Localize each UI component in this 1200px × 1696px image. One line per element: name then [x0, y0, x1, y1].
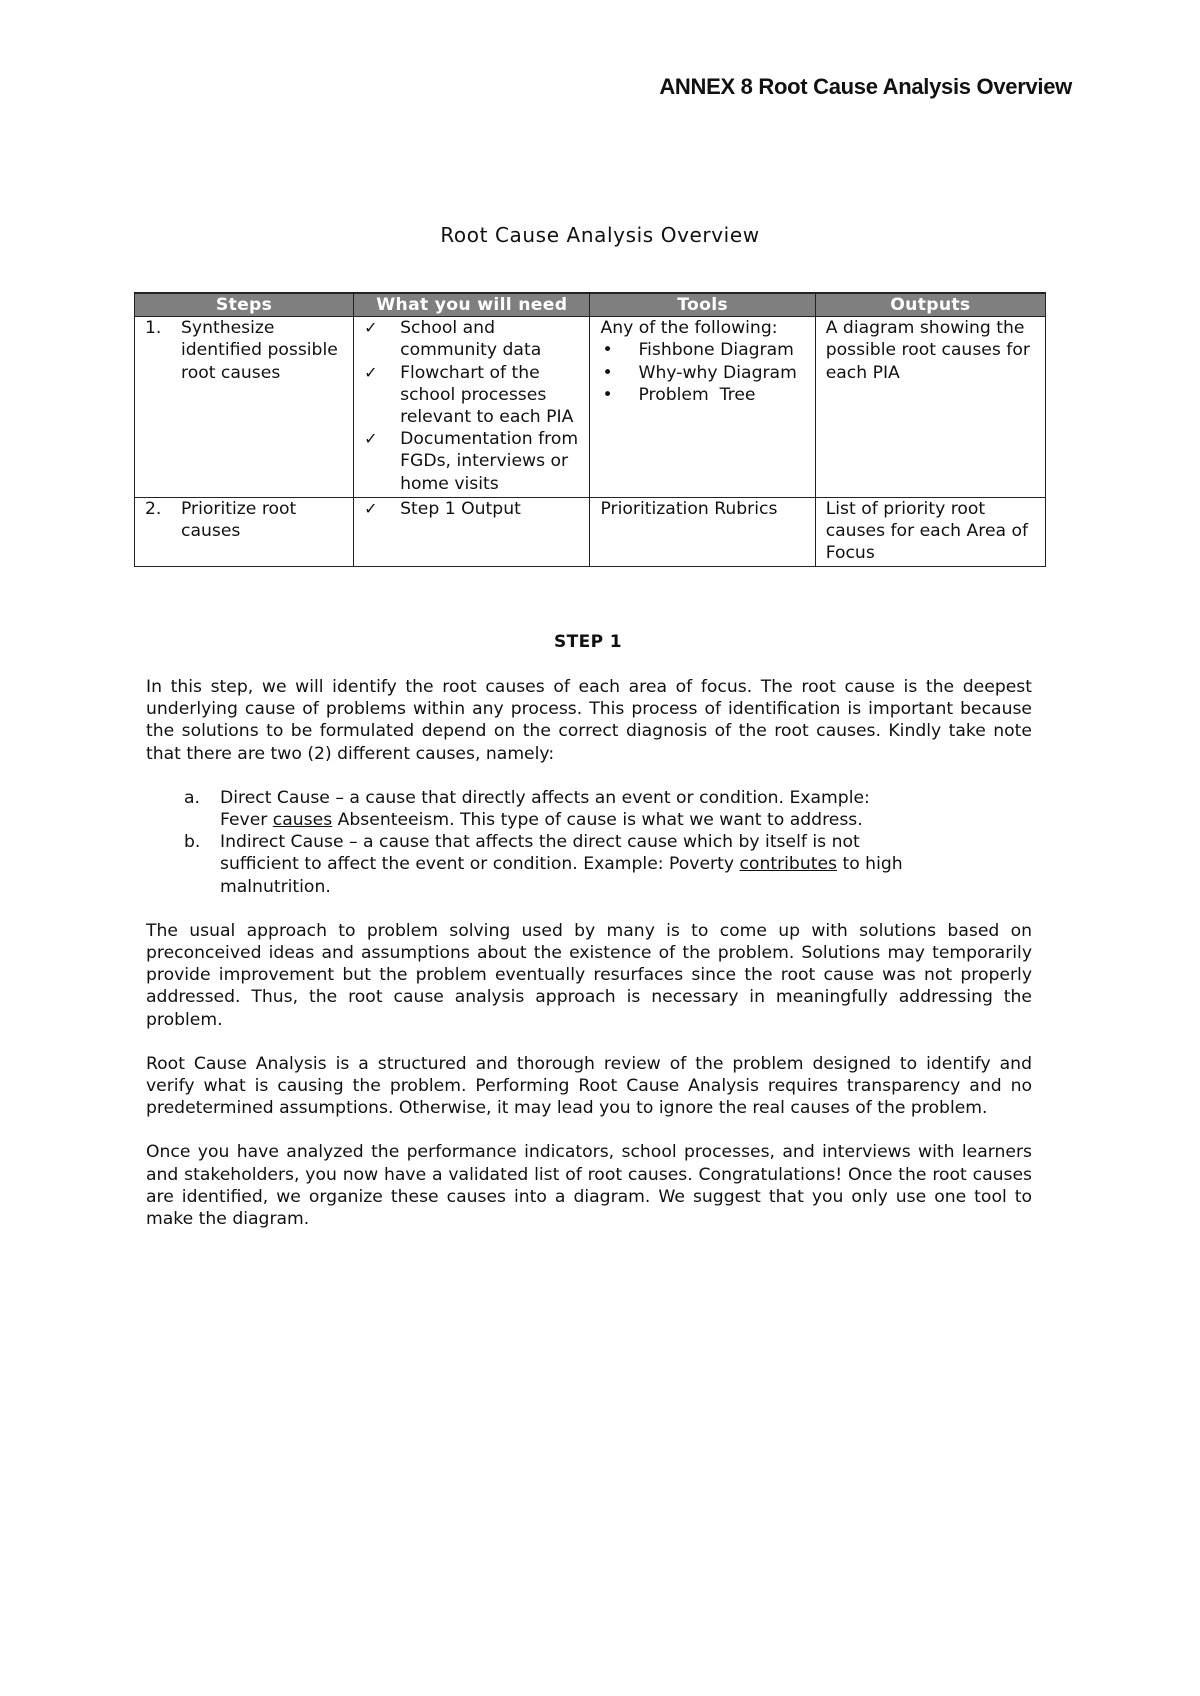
- table-row: [135, 317, 1046, 498]
- need-text: Flowchart of the school processes relevant to each PIA: [400, 362, 574, 428]
- step-heading: STEP 1: [553, 632, 623, 652]
- checkmark-icon: ✓: [364, 498, 378, 518]
- body-paragraph: Root Cause Analysis is a structured and thorough review of the problem designed to identify and verify what is causing the problem. Performing Root Cause Analysis requires transparency and no predetermined assumptions. Otherwise, it may lead you to ignore the real causes of the problem.: [146, 1053, 1032, 1119]
- column-header-outputs: Outputs: [815, 293, 1045, 317]
- needs-cell: [354, 317, 590, 498]
- list-item: [600, 384, 808, 406]
- list-item: [184, 831, 918, 898]
- causes-list: [146, 787, 918, 898]
- table-header-row: [135, 293, 1046, 317]
- column-header-steps: Steps: [135, 293, 354, 317]
- tool-text: Why-why Diagram: [638, 362, 797, 383]
- underlined-word: causes: [272, 810, 333, 831]
- checkmark-icon: ✓: [364, 318, 378, 338]
- root-cause-table: [134, 292, 1046, 567]
- list-item: [184, 787, 918, 831]
- table-row: [135, 497, 1046, 567]
- tools-cell: Prioritization Rubrics: [590, 497, 815, 567]
- body-paragraph: The usual approach to problem solving used by many is to come up with solutions based on preconceived ideas and assumptions about the existence of the problem. Solutions may temporarily provide improvement but the problem eventually resurfaces since the root cause was not properly addressed. Thus, the root cause analysis approach is necessary in meaningfully addressing the problem.: [146, 920, 1032, 1030]
- step-number: 2.: [145, 498, 162, 519]
- annex-header: ANNEX 8 Root Cause Analysis Overview: [659, 74, 1072, 99]
- tool-text: Problem Tree: [638, 384, 756, 405]
- underlined-word: contributes: [739, 854, 837, 875]
- list-item: [600, 362, 808, 384]
- output-cell: A diagram showing the possible root causes for each PIA: [815, 317, 1045, 498]
- cause-text: Direct Cause – a cause that directly affects an event or condition. Example: Fever causes Absenteeism. This type of cause is what we want to address.: [220, 787, 870, 831]
- cause-text: Indirect Cause – a cause that affects the direct cause which by itself is not sufficient to affect the event or condition. Example: Poverty contributes to high malnutrition.: [220, 832, 903, 897]
- need-text: Step 1 Output: [400, 498, 521, 519]
- step-number: 1.: [145, 318, 162, 339]
- tools-intro: Any of the following:: [600, 318, 778, 339]
- column-header-needs: What you will need: [354, 293, 590, 317]
- step-text: Prioritize root causes: [181, 498, 297, 542]
- column-header-tools: Tools: [590, 293, 815, 317]
- bullet-icon: •: [602, 362, 613, 383]
- list-item: [364, 362, 583, 429]
- intro-paragraph: In this step, we will identify the root causes of each area of focus. The root cause is the deepest underlying cause of problems within any process. This process of identification is important because the solutions to be formulated depend on the correct diagnosis of the root causes. Kindly take note that there are two (2) different causes, namely:: [146, 677, 1032, 764]
- need-text: Documentation from FGDs, interviews or home visits: [400, 429, 579, 494]
- body-paragraph: Once you have analyzed the performance indicators, school processes, and interviews with learners and stakeholders, you now have a validated list of root causes. Congratulations! Once the root causes are identified, we organize these causes into a diagram. We suggest that you only use one tool to make the diagram.: [146, 1142, 1032, 1230]
- tools-cell: [590, 317, 815, 498]
- bullet-icon: •: [602, 340, 613, 361]
- checkmark-icon: ✓: [364, 429, 378, 449]
- list-item: [364, 428, 583, 495]
- needs-cell: [354, 497, 590, 567]
- document-title: Root Cause Analysis Overview: [440, 223, 760, 247]
- list-letter: a.: [184, 787, 200, 808]
- bullet-icon: •: [602, 384, 613, 405]
- step-cell: [135, 497, 354, 567]
- step-cell: [135, 317, 354, 498]
- step-body: [146, 676, 1032, 1252]
- list-item: [600, 339, 808, 361]
- list-item: [364, 317, 583, 361]
- list-letter: b.: [184, 832, 201, 853]
- checkmark-icon: ✓: [364, 362, 378, 382]
- output-cell: List of priority root causes for each Area of Focus: [815, 497, 1045, 567]
- list-item: [364, 498, 583, 520]
- step-text: Synthesize identified possible root causes: [181, 318, 338, 383]
- tool-text: Fishbone Diagram: [638, 340, 794, 361]
- need-text: School and community data: [400, 318, 542, 361]
